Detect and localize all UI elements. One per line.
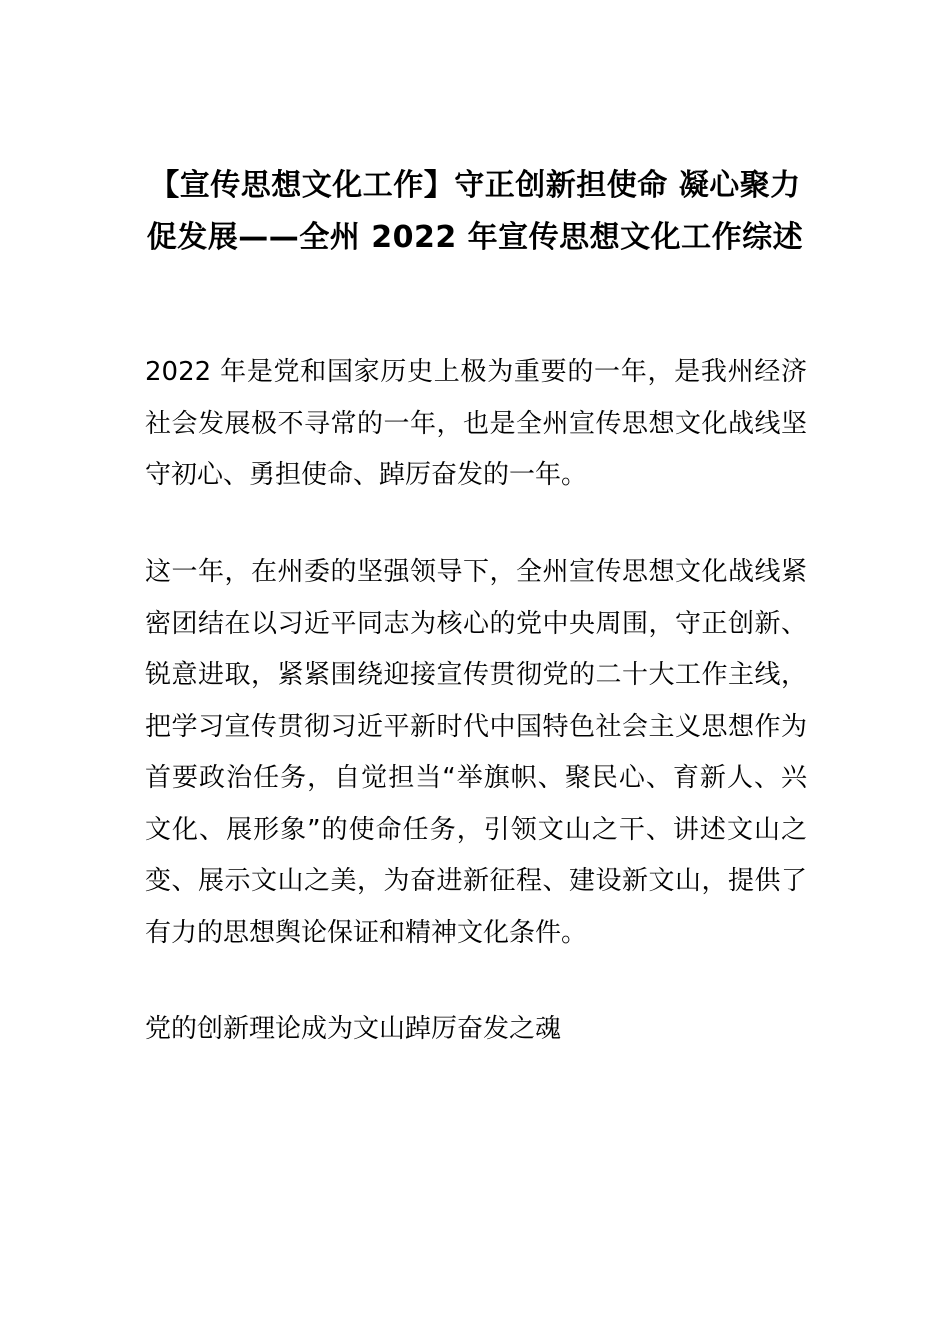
- paragraph-intro: 2022 年是党和国家历史上极为重要的一年，是我州经济社会发展极不寻常的一年，也是全州宣传思想文化战线坚守初心、勇担使命、踔厉奋发的一年。: [145, 357, 807, 490]
- document-title: 【宣传思想文化工作】守正创新担使命 凝心聚力促发展——全州 2022 年宣传思想文化工作综述: [146, 168, 804, 255]
- section-heading: 党的创新理论成为文山踔厉奋发之魂: [145, 1014, 562, 1044]
- paragraph-summary: 这一年，在州委的坚强领导下，全州宣传思想文化战线紧密团结在以习近平同志为核心的党中央周围，守正创新、锐意进取，紧紧围绕迎接宣传贯彻党的二十大工作主线，把学习宣传贯彻习近平新时代中国特色社会主义思想作为首要政治任务，自觉担当“举旗帜、聚民心、育新人、兴文化、展形象”的使命任务，引领文山之干、讲述文山之变、展示文山之美，为奋进新征程、建设新文山，提供了有力的思想舆论保证和精神文化条件。: [145, 557, 807, 948]
